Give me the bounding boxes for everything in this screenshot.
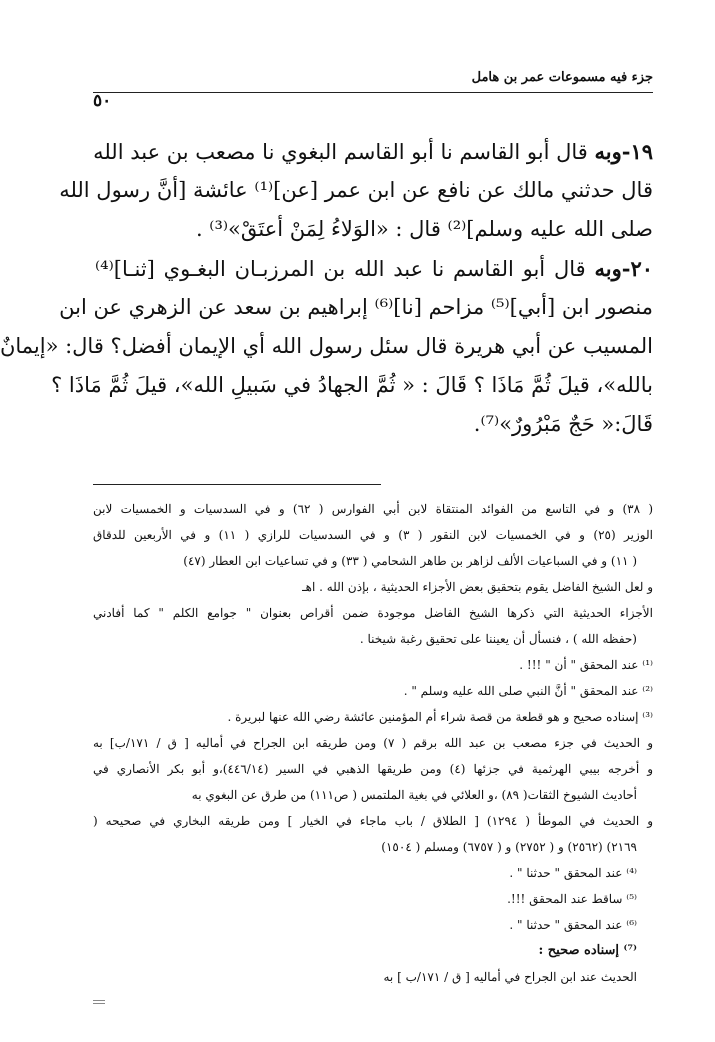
main-line-3 [95, 210, 653, 249]
footnote-line: و الحديث في جزء مصعب بن عبد الله برقم ( ٧) ومن طريقه ابن الجراح في أماليه [ ق / ١٧١/ب] به [93, 736, 654, 750]
main-line-7 [51, 366, 653, 405]
footnote-line: و الحديث في الموطأ ( ١٢٩٤) [ الطلاق / باب ماجاء في الخيار ] ومن طريقه البخاري في صحيحه ( [93, 814, 653, 828]
footnote-line: (حفظه الله ) ، فنسأل أن يعيننا على تحقيق رغبة شيخنا . [359, 632, 637, 646]
header-rule [93, 92, 653, 93]
footnote-line: ⁽⁴⁾ عند المحقق " حدثنا " . [509, 866, 637, 880]
main-line-text: المسيب عن أبي هريرة قال سئل رسول الله أي الإيمان أفضل؟ قال: «إيمانٌ [0, 334, 653, 358]
main-line-text: قَالَ:« حَجٌ مَبْرُورٌ»⁽⁷⁾. [473, 412, 653, 436]
footnote-line: ⁽¹⁾ عند المحقق " أن " !!! . [519, 658, 653, 672]
main-line-2 [59, 171, 653, 210]
footnote-line: الأجزاء الحديثية التي ذكرها الشيخ الفاضل موجودة ضمن أقراص بعنوان " جوامع الكلم " كما أفادني [93, 606, 653, 620]
footnote-line: ⁽⁵⁾ ساقط عند المحقق !!!. [507, 892, 637, 906]
main-line-text: بالله»، قيلَ ثُمَّ مَاذَا ؟ قَالَ : « ثُمَّ الجهادُ في سَبيلِ الله»، قيلَ ثُمَّ مَاذَا ؟ [51, 373, 653, 397]
hadith-number: ٢٠-وبه [594, 256, 653, 281]
main-line-text: صلى الله عليه وسلم]⁽²⁾ قال : «الوَلاءُ لِمَنْ أعتَقْ»⁽³⁾ . [195, 217, 653, 241]
main-line-text: منصور ابن [أبي]⁽⁵⁾ مزاحم [نا]⁽⁶⁾ إبراهيم بن سعد عن الزهري عن ابن [59, 295, 653, 319]
footnote-line: الحديث عند ابن الجراح في أماليه [ ق / ١٧١/ب ] به [383, 970, 637, 984]
footnote-line: و أخرجه بيبي الهرثمية في جزئها (٤) ومن طريقها الذهبي في السير (٤٤٦/١٤)،و أبو بكر الأنصاري في [93, 762, 654, 776]
footnote-line: ⁽⁷⁾ إسناده صحيح : [538, 943, 637, 958]
page-header [93, 60, 653, 111]
page-corner-mark [93, 1000, 105, 1001]
footnote-divider [93, 484, 381, 485]
footnote-line: ⁽⁶⁾ عند المحقق " حدثنا " . [509, 918, 637, 932]
footnote-line: ( ١١) و في السباعيات الألف لزاهر بن طاهر الشحامي ( ٣٣) و في تساعيات ابن العطار (٤٧) [183, 554, 637, 568]
main-line-4 [95, 249, 653, 288]
main-line-5 [59, 288, 653, 327]
footnote-line: ⁽²⁾ عند المحقق " أنَّ النبي صلى الله عليه وسلم " . [403, 684, 653, 698]
hadith-number: ١٩-وبه [594, 139, 653, 164]
main-line-8 [95, 405, 653, 444]
main-line-text: قال أبو القاسم نا أبو القاسم البغوي نا مصعب بن عبد الله [93, 140, 588, 164]
footnote-line: و لعل الشيخ الفاضل يقوم بتحقيق بعض الأجزاء الحديثية ، بإذن الله . اهـ [302, 580, 653, 594]
page-number: ٥٠ [93, 91, 112, 111]
footnote-line: ٢١٦٩) (٢٥٦٢) و ( ٢٧٥٢) و ( ٦٧٥٧) ومسلم ( ١٥٠٤) [381, 840, 637, 854]
footnote-line: أحاديث الشيوخ الثقات( ٨٩) ،و العلائي في بغية الملتمس ( ص١١١) من طرق عن البغوي به [191, 788, 637, 802]
main-line-text: قال أبو القاسم نا عبد الله بن المرزبـان البغـوي [ثنـا]⁽⁴⁾ [95, 257, 586, 281]
main-line-1 [95, 132, 653, 171]
footnotes [93, 496, 653, 990]
footnote-line: ⁽³⁾ إسناده صحيح و هو قطعة من قصة شراء أم المؤمنين عائشة رضي الله عنها لبريرة . [227, 710, 653, 724]
book-title: جزء فيه مسموعات عمر بن هامل [471, 70, 653, 85]
main-text [0, 132, 653, 444]
footnote-line: الوزير (٢٥) و في الخمسيات لابن النقور ( ٣) و في السدسيات للرازي ( ١١) و في الأربعين للدقاق [93, 528, 653, 542]
main-line-text: قال حدثني مالك عن نافع عن ابن عمر [عن]⁽¹⁾ عائشة [أنَّ رسول الله [59, 178, 653, 202]
main-line-6 [0, 327, 653, 366]
footnote-line: ( ٣٨) و في التاسع من الفوائد المنتقاة لابن أبي الفوارس ( ٦٢) و في السدسيات و الخمسيات لابن [93, 502, 654, 516]
page-corner-mark [93, 1003, 105, 1004]
